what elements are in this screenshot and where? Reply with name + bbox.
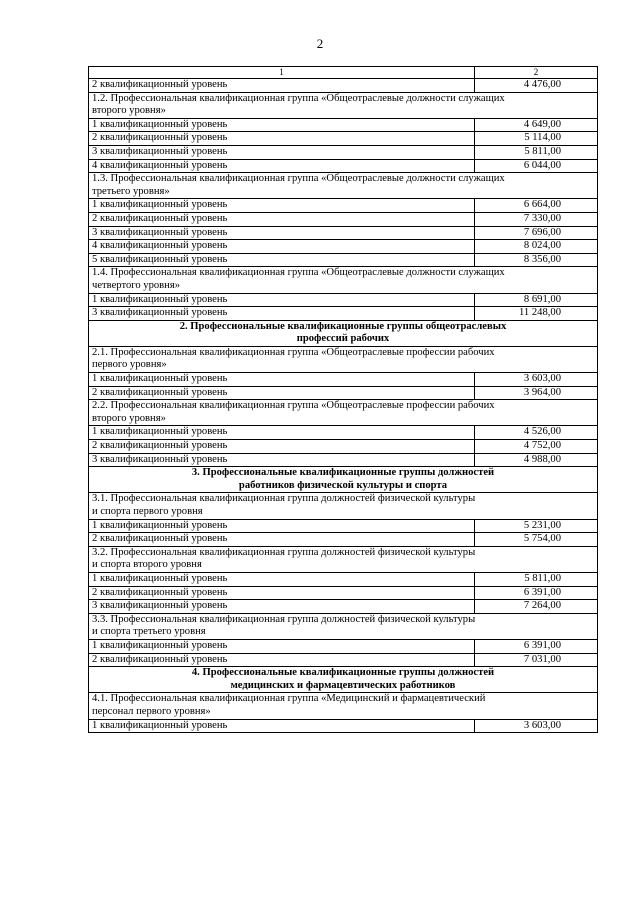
table-row: [89, 79, 598, 93]
salary-value: 5 114,00: [475, 132, 598, 146]
section-heading-row: [89, 320, 598, 346]
group-heading: [89, 493, 598, 519]
level-label: 3 квалификационный уровень: [89, 453, 475, 467]
salary-value: 5 231,00: [475, 519, 598, 533]
salary-value: 6 664,00: [475, 199, 598, 213]
header-col-2: 2: [475, 67, 598, 79]
salary-value: 3 603,00: [475, 719, 598, 733]
level-label: 2 квалификационный уровень: [89, 79, 475, 93]
table-row: [89, 159, 598, 173]
group-heading: [89, 92, 598, 118]
level-label: 3 квалификационный уровень: [89, 226, 475, 240]
header-col-1: 1: [89, 67, 475, 79]
table-row: [89, 253, 598, 267]
salary-value: 4 649,00: [475, 118, 598, 132]
level-label: 3 квалификационный уровень: [89, 307, 475, 321]
level-label: 1 квалификационный уровень: [89, 719, 475, 733]
group-heading-row: [89, 267, 598, 293]
heading-line: 3.1. Профессиональная квалификационная группа должностей физической культуры: [92, 493, 476, 505]
group-heading: [89, 613, 598, 639]
table-row: [89, 600, 598, 614]
salary-value: 6 391,00: [475, 586, 598, 600]
salary-value: 7 330,00: [475, 212, 598, 226]
table-row: [89, 386, 598, 400]
table-header-row: [89, 67, 598, 79]
table-row: [89, 572, 598, 586]
salary-value: 4 988,00: [475, 453, 598, 467]
salary-value: 4 526,00: [475, 426, 598, 440]
level-label: 3 квалификационный уровень: [89, 145, 475, 159]
salary-value: 3 964,00: [475, 386, 598, 400]
salary-value: 6 044,00: [475, 159, 598, 173]
level-label: 2 квалификационный уровень: [89, 586, 475, 600]
table-row: [89, 226, 598, 240]
heading-line: 1.3. Профессиональная квалификационная группа «Общеотраслевые должности служащих: [92, 173, 505, 185]
level-label: 2 квалификационный уровень: [89, 386, 475, 400]
level-label: 2 квалификационный уровень: [89, 533, 475, 547]
salary-value: 8 356,00: [475, 253, 598, 267]
heading-line: 2.2. Профессиональная квалификационная группа «Общеотраслевые профессии рабочих: [92, 400, 495, 412]
heading-line: третьего уровня»: [92, 185, 170, 197]
salary-value: 7 696,00: [475, 226, 598, 240]
page-number: 2: [316, 36, 324, 51]
salary-value: 6 391,00: [475, 639, 598, 653]
level-label: 1 квалификационный уровень: [89, 118, 475, 132]
level-label: 1 квалификационный уровень: [89, 639, 475, 653]
level-label: 5 квалификационный уровень: [89, 253, 475, 267]
heading-line: 1.4. Профессиональная квалификационная группа «Общеотраслевые должности служащих: [92, 267, 505, 279]
table-row: [89, 145, 598, 159]
heading-line: 3.2. Профессиональная квалификационная группа должностей физической культуры: [92, 546, 476, 558]
table-row: [89, 533, 598, 547]
heading-line: профессий рабочих: [296, 333, 390, 345]
salary-value: 11 248,00: [475, 307, 598, 321]
group-heading: [89, 267, 598, 293]
table-row: [89, 307, 598, 321]
salary-value: 8 024,00: [475, 240, 598, 254]
section-heading-row: [89, 467, 598, 493]
level-label: 1 квалификационный уровень: [89, 199, 475, 213]
heading-line: и спорта второго уровня: [92, 559, 202, 571]
salary-value: 5 754,00: [475, 533, 598, 547]
level-label: 1 квалификационный уровень: [89, 293, 475, 307]
level-label: 2 квалификационный уровень: [89, 132, 475, 146]
group-heading: [89, 346, 598, 372]
level-label: 1 квалификационный уровень: [89, 426, 475, 440]
heading-line: второго уровня»: [92, 412, 166, 424]
salary-value: 8 691,00: [475, 293, 598, 307]
salary-value: 4 752,00: [475, 440, 598, 454]
group-heading-row: [89, 613, 598, 639]
group-heading-row: [89, 346, 598, 372]
heading-line: первого уровня»: [92, 359, 167, 371]
group-heading: [89, 693, 598, 719]
salary-table-body: [89, 67, 598, 733]
salary-table: [88, 66, 598, 733]
section-heading-row: [89, 667, 598, 693]
group-heading-row: [89, 173, 598, 199]
heading-line: 3. Профессиональные квалификационные группы должностей: [191, 467, 495, 479]
heading-line: и спорта первого уровня: [92, 506, 203, 517]
heading-line: и спорта третьего уровня: [92, 626, 206, 638]
level-label: 1 квалификационный уровень: [89, 572, 475, 586]
group-heading-row: [89, 92, 598, 118]
heading-line: работников физической культуры и спорта: [238, 479, 448, 491]
heading-line: второго уровня»: [92, 105, 166, 117]
table-row: [89, 373, 598, 387]
level-label: 4 квалификационный уровень: [89, 240, 475, 254]
table-row: [89, 426, 598, 440]
heading-line: 3.3. Профессиональная квалификационная группа должностей физической культуры: [92, 613, 476, 625]
table-row: [89, 453, 598, 467]
salary-value: 7 264,00: [475, 600, 598, 614]
heading-line: персонал первого уровня»: [92, 705, 211, 717]
level-label: 4 квалификационный уровень: [89, 159, 475, 173]
heading-line: 2.1. Профессиональная квалификационная группа «Общеотраслевые профессии рабочих: [92, 346, 495, 358]
table-row: [89, 519, 598, 533]
group-heading-row: [89, 493, 598, 519]
salary-value: 5 811,00: [475, 572, 598, 586]
group-heading-row: [89, 693, 598, 719]
level-label: 3 квалификационный уровень: [89, 600, 475, 614]
group-heading-row: [89, 546, 598, 572]
table-row: [89, 240, 598, 254]
table-row: [89, 440, 598, 454]
salary-value: 7 031,00: [475, 653, 598, 667]
salary-value: 4 476,00: [475, 79, 598, 93]
heading-line: 2. Профессиональные квалификационные группы общеотраслевых: [179, 320, 507, 332]
group-heading: [89, 546, 598, 572]
level-label: 2 квалификационный уровень: [89, 653, 475, 667]
salary-value: 5 811,00: [475, 145, 598, 159]
level-label: 2 квалификационный уровень: [89, 212, 475, 226]
heading-line: четвертого уровня»: [92, 279, 181, 291]
group-heading: [89, 173, 598, 199]
table-row: [89, 639, 598, 653]
section-heading: [89, 467, 598, 493]
table-row: [89, 586, 598, 600]
table-row: [89, 212, 598, 226]
group-heading: [89, 400, 598, 426]
table-row: [89, 199, 598, 213]
section-heading: [89, 320, 598, 346]
level-label: 2 квалификационный уровень: [89, 440, 475, 454]
heading-line: 4.1. Профессиональная квалификационная группа «Медицинский и фармацевтический: [92, 693, 486, 705]
section-heading: [89, 667, 598, 693]
heading-line: медицинских и фармацевтических работников: [230, 679, 456, 691]
table-row: [89, 293, 598, 307]
salary-value: 3 603,00: [475, 373, 598, 387]
table-row: [89, 118, 598, 132]
level-label: 1 квалификационный уровень: [89, 519, 475, 533]
table-row: [89, 719, 598, 733]
table-row: [89, 132, 598, 146]
level-label: 1 квалификационный уровень: [89, 373, 475, 387]
group-heading-row: [89, 400, 598, 426]
heading-line: 1.2. Профессиональная квалификационная группа «Общеотраслевые должности служащих: [92, 92, 505, 104]
table-row: [89, 653, 598, 667]
heading-line: 4. Профессиональные квалификационные группы должностей: [191, 667, 495, 679]
